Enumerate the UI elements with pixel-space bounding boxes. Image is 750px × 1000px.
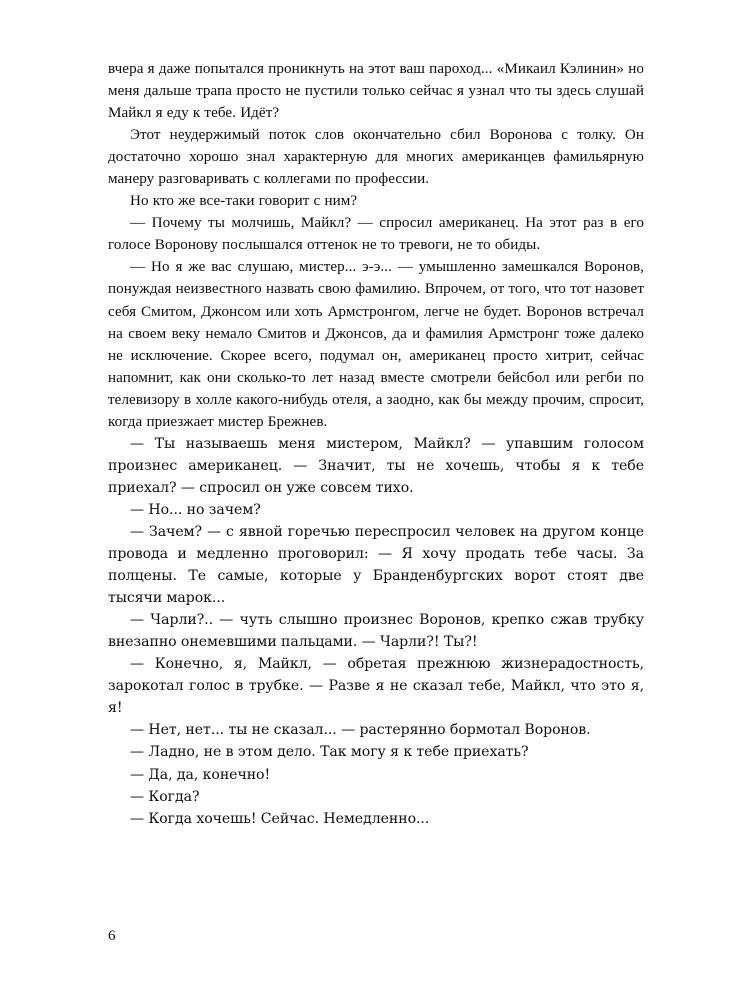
paragraph: — Почему ты молчишь, Майкл? — спросил американец. На этот раз в его голосе Воронову послышался оттенок не то тревоги, не то обиды.	[108, 215, 644, 254]
dialogue-line: — Но... но зачем?	[130, 501, 261, 518]
dialogue-line: — Ладно, не в этом дело. Так могу я к тебе приехать?	[130, 744, 529, 761]
dialogue-line: — Когда?	[130, 788, 200, 805]
paragraph: — Но я же вас слушаю, мистер... э-э... — умышленно замешкался Воронов, понуждая неизвестного назвать свою фамилию. Впрочем, от того, что тот назовет себя Смитом, Джонсом или хоть Армстронгом, легче не будет. Воронов встречал на своем веку немало Смитов и Джонсов, да и фамилия Армстронг тоже далеко не исключение. Скорее всего, подумал он, американец просто хитрит, сейчас напомнит, как они сколько-то лет назад вместе смотрели бейсбол или регби по телевизору в холле какого-нибудь отеля, а заодно, как бы между прочим, спросит, когда приезжает мистер Брежнев.	[108, 259, 644, 430]
paragraph: вчера я даже попытался проникнуть на этот ваш пароход... «Микаил Кэлинин» но меня дальше трапа просто не пустили только сейчас я узнал что ты здесь слушай Майкл я еду к тебе. Идёт?	[108, 61, 644, 122]
dialogue-line: — Ты называешь меня мистером, Майкл? — упавшим голосом произнес американец. — Значит, ты не хочешь, чтобы я к тебе приехал? — спросил он уже совсем тихо.	[108, 435, 644, 496]
paragraph: Этот неудержимый поток слов окончательно сбил Воронова с толку. Он достаточно хорошо знал характерную для многих американцев фамильярную манеру разговаривать с коллегами по профессии.	[108, 127, 644, 188]
page-text-block	[108, 58, 644, 830]
paragraph: Но кто же все-таки говорит с ним?	[130, 193, 358, 210]
dialogue-line: — Нет, нет... ты не сказал... — растерянно бормотал Воронов.	[130, 722, 591, 739]
dialogue-line: — Конечно, я, Майкл, — обретая прежнюю жизнерадостность, зарокотал голос в трубке. — Разве я не сказал тебе, Майкл, что это я, я!	[108, 656, 644, 717]
dialogue-line: — Чарли?.. — чуть слышно произнес Воронов, крепко сжав трубку внезапно онемевшими пальцами. — Чарли?! Ты?!	[108, 612, 644, 651]
page-number: 6	[108, 928, 116, 944]
dialogue-line: — Когда хочешь! Сейчас. Немедленно...	[130, 810, 430, 827]
dialogue-line: — Зачем? — с явной горечью переспросил человек на другом конце провода и медленно проговорил: — Я хочу продать тебе часы. За полцены. Те самые, которые у Бранденбургских ворот стоят две тысячи марок...	[108, 523, 644, 607]
dialogue-line: — Да, да, конечно!	[130, 766, 271, 783]
